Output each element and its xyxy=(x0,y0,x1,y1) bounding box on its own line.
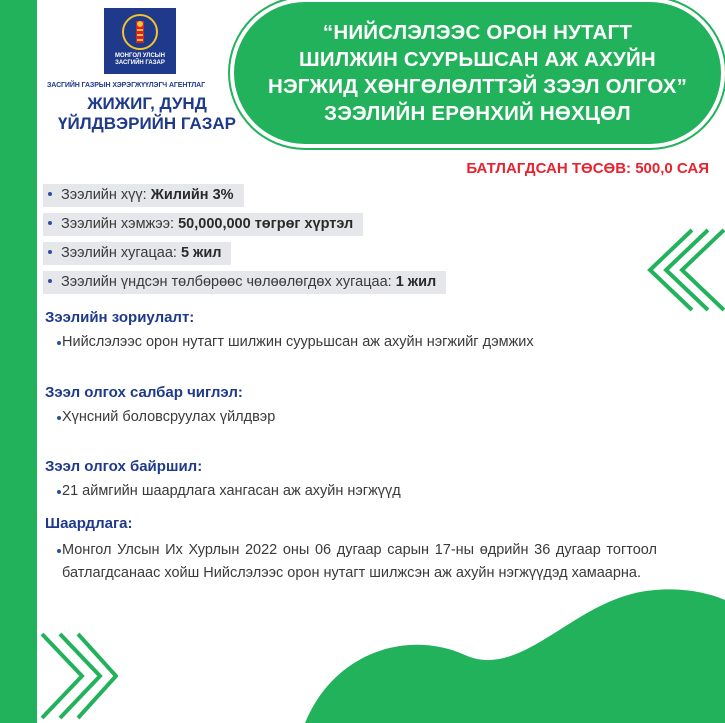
term-value: 50,000,000 төгрөг хүртэл xyxy=(178,216,354,232)
section-item-purpose: Нийслэлээс орон нутагт шилжин суурьшсан аж ахуйн нэгжийг дэмжих xyxy=(62,334,534,350)
loan-terms-list xyxy=(43,184,446,300)
logo-caption-line1: МОНГОЛ УЛСЫН xyxy=(115,53,165,59)
section-item-requirement: Монгол Улсын Их Хурлын 2022 оны 06 дугаар сарын 17-ны өдрийн 36 дугаар тогтоол батлагдсанаас хойш Нийслэлээс орон нутагт шилжсэн аж ахуйн нэгжүүдэд хамаарна. xyxy=(62,539,657,585)
government-logo xyxy=(104,8,176,74)
title-line1: “НИЙСЛЭЛЭЭС ОРОН НУТАГТ xyxy=(322,21,633,44)
loan-term-item xyxy=(43,242,231,265)
chevron-decoration-right-icon xyxy=(630,225,725,315)
loan-term-item xyxy=(43,271,446,294)
title-banner xyxy=(234,2,721,144)
section-title-sector: Зээл олгох салбар чиглэл: xyxy=(45,384,243,401)
term-label: Зээлийн хэмжээ: xyxy=(61,216,179,232)
term-value: 1 жил xyxy=(395,274,437,290)
agency-name-line2: ҮЙЛДВЭРИЙН ГАЗАР xyxy=(58,114,236,133)
loan-term-item xyxy=(43,184,244,207)
approved-budget: БАТЛАГДСАН ТӨСӨВ: 500,0 САЯ xyxy=(466,160,709,177)
agency-name xyxy=(47,94,247,134)
term-value: 5 жил xyxy=(180,245,222,261)
page-title xyxy=(268,19,687,127)
title-line4: ЗЭЭЛИЙН ЕРӨНХИЙ НӨХЦӨЛ xyxy=(324,102,631,125)
title-line3: НЭГЖИД ХӨНГӨЛӨЛТТЭЙ ЗЭЭЛ ОЛГОХ” xyxy=(267,75,688,98)
green-wave-decoration xyxy=(0,580,725,723)
agency-type-line: ЗАСГИЙН ГАЗРЫН ХЭРЭГЖҮҮЛЭГЧ АГЕНТЛАГ xyxy=(47,82,205,89)
title-line2: ШИЛЖИН СУУРЬШСАН АЖ АХУЙН xyxy=(299,48,656,71)
term-label: Зээлийн хугацаа: xyxy=(61,245,181,261)
section-item-sector: Хүнсний боловсруулах үйлдвэр xyxy=(62,409,276,425)
section-title-location: Зээл олгох байршил: xyxy=(45,458,203,475)
section-title-requirement: Шаардлага: xyxy=(45,515,133,532)
term-label: Зээлийн үндсэн төлбөрөөс чөлөөлөгдөх хугацаа: xyxy=(61,274,396,290)
loan-term-item xyxy=(43,213,363,236)
term-value: Жилийн 3% xyxy=(150,187,234,203)
agency-name-line1: ЖИЖИГ, ДУНД xyxy=(87,94,207,113)
section-item-location: 21 аймгийн шаардлага хангасан аж ахуйн нэгжүүд xyxy=(62,483,401,499)
section-title-purpose: Зээлийн зориулалт: xyxy=(45,309,195,326)
term-label: Зээлийн хүү: xyxy=(61,187,151,203)
soyombo-emblem-icon xyxy=(104,12,176,57)
logo-caption-line2: ЗАСГИЙН ГАЗАР xyxy=(115,60,165,66)
